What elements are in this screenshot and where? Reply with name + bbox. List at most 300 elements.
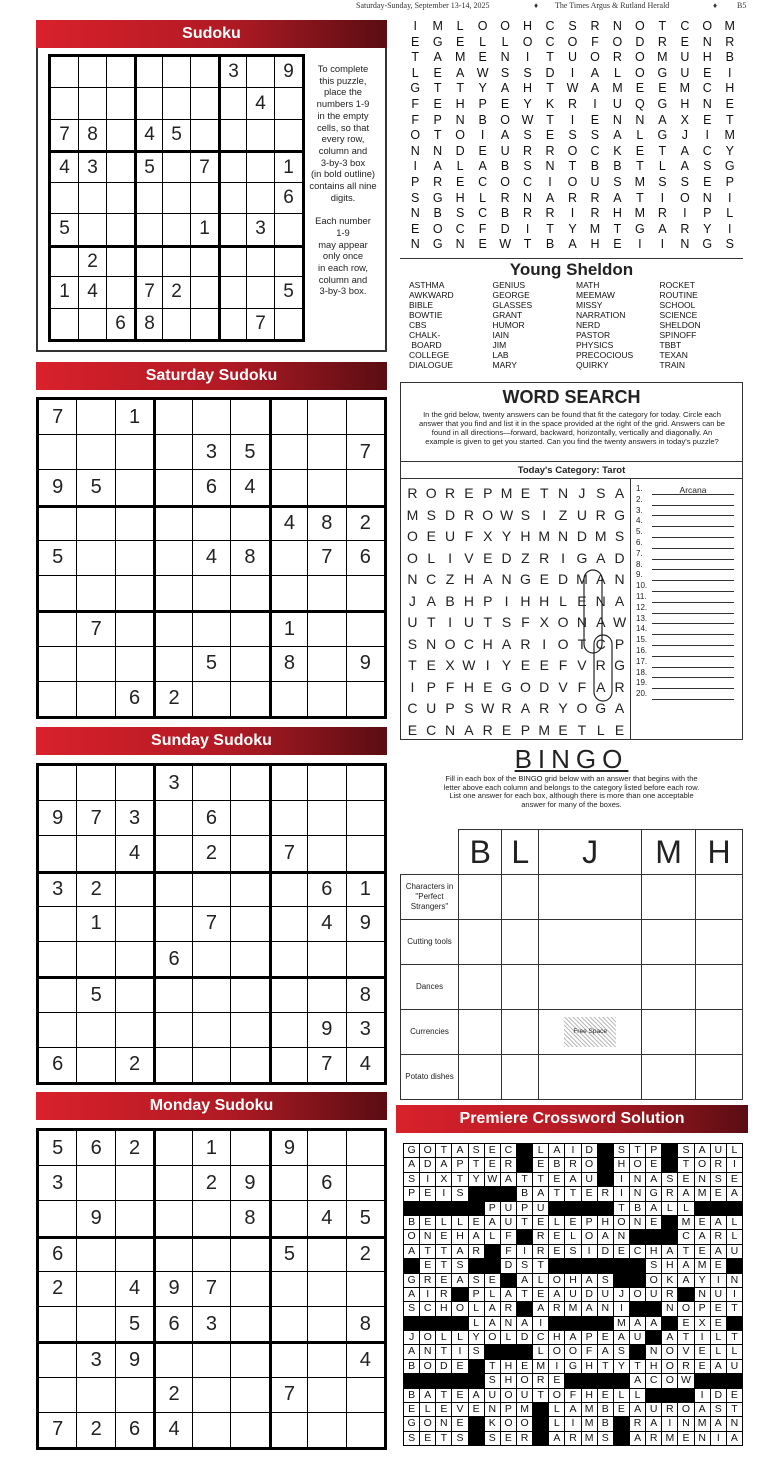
- sudoku-cell[interactable]: 8: [347, 1307, 384, 1341]
- letter-cell[interactable]: S: [523, 159, 532, 174]
- sudoku-cell[interactable]: 4: [231, 470, 268, 504]
- crossword-cell[interactable]: L: [662, 1202, 677, 1215]
- crossword-cell[interactable]: N: [727, 1274, 742, 1287]
- sudoku-cell[interactable]: [79, 214, 106, 244]
- sudoku-cell[interactable]: [154, 1131, 191, 1165]
- sudoku-cell[interactable]: [154, 1201, 191, 1235]
- answer-line[interactable]: [636, 624, 734, 635]
- letter-cell[interactable]: N: [612, 19, 622, 33]
- letter-cell[interactable]: R: [680, 221, 690, 236]
- crossword-cell[interactable]: I: [533, 1317, 548, 1330]
- crossword-cell[interactable]: I: [517, 1245, 532, 1258]
- crossword-cell[interactable]: S: [404, 1432, 419, 1445]
- letter-cell[interactable]: F: [411, 112, 420, 127]
- letter-cell[interactable]: F: [521, 614, 530, 630]
- letter-cell[interactable]: U: [407, 614, 418, 630]
- crossword-cell[interactable]: S: [598, 1432, 613, 1445]
- crossword-cell[interactable]: A: [469, 1389, 484, 1402]
- crossword-cell[interactable]: E: [469, 1216, 484, 1229]
- letter-cell[interactable]: K: [613, 143, 622, 158]
- crossword-cell[interactable]: O: [501, 1417, 516, 1430]
- crossword-cell[interactable]: E: [533, 1216, 548, 1229]
- letter-cell[interactable]: T: [546, 81, 554, 96]
- sudoku-cell[interactable]: [347, 801, 384, 835]
- sudoku-cell[interactable]: 5: [39, 541, 76, 575]
- sudoku-cell[interactable]: 1: [51, 277, 78, 307]
- letter-cell[interactable]: Y: [725, 143, 734, 158]
- sudoku-cell[interactable]: [270, 400, 307, 434]
- sudoku-cell[interactable]: 2: [39, 1272, 76, 1306]
- bingo-cell[interactable]: [502, 875, 539, 920]
- crossword-cell[interactable]: L: [727, 1230, 742, 1243]
- letter-cell[interactable]: G: [595, 700, 607, 716]
- crossword-cell[interactable]: A: [614, 1331, 629, 1344]
- letter-cell[interactable]: V: [464, 549, 474, 566]
- crossword-cell[interactable]: S: [614, 1345, 629, 1358]
- letter-cell[interactable]: L: [479, 34, 487, 49]
- sudoku-cell[interactable]: [308, 611, 345, 645]
- crossword-cell[interactable]: R: [662, 1187, 677, 1200]
- sudoku-cell[interactable]: 5: [77, 977, 114, 1011]
- letter-cell[interactable]: I: [570, 65, 575, 80]
- crossword-cell[interactable]: S: [469, 1274, 484, 1287]
- sudoku-cell[interactable]: 2: [163, 277, 190, 307]
- crossword-cell[interactable]: I: [436, 1187, 451, 1200]
- crossword-cell[interactable]: A: [662, 1331, 677, 1344]
- crossword-cell[interactable]: T: [533, 1173, 548, 1186]
- crossword-cell[interactable]: R: [646, 1432, 661, 1445]
- crossword-cell[interactable]: O: [452, 1302, 467, 1315]
- crossword-cell[interactable]: L: [452, 1331, 467, 1344]
- letter-cell[interactable]: D: [576, 528, 587, 544]
- crossword-cell[interactable]: E: [711, 1317, 726, 1330]
- crossword-cell[interactable]: L: [711, 1331, 726, 1344]
- sudoku-cell[interactable]: [163, 57, 190, 87]
- sudoku-cell[interactable]: 7: [193, 1272, 230, 1306]
- letter-cell[interactable]: I: [504, 592, 509, 609]
- crossword-cell[interactable]: A: [582, 1274, 597, 1287]
- crossword-cell[interactable]: H: [614, 1158, 629, 1171]
- sudoku-cell[interactable]: [308, 801, 345, 835]
- sudoku-cell[interactable]: [247, 57, 274, 87]
- bingo-cell[interactable]: [539, 1010, 642, 1055]
- letter-cell[interactable]: E: [577, 592, 587, 609]
- sudoku-cell[interactable]: 4: [308, 907, 345, 941]
- letter-cell[interactable]: D: [539, 678, 550, 695]
- letter-cell[interactable]: B: [445, 592, 455, 609]
- letter-cell[interactable]: P: [426, 678, 436, 695]
- crossword-cell[interactable]: N: [420, 1230, 435, 1243]
- sudoku-cell[interactable]: 7: [308, 1048, 345, 1082]
- letter-cell[interactable]: Z: [521, 549, 530, 566]
- sudoku-cell[interactable]: [270, 1201, 307, 1235]
- sudoku-cell[interactable]: [154, 611, 191, 645]
- letter-cell[interactable]: T: [568, 159, 577, 174]
- letter-cell[interactable]: G: [501, 678, 513, 695]
- crossword-cell[interactable]: S: [711, 1403, 726, 1416]
- letter-cell[interactable]: D: [501, 549, 512, 566]
- crossword-cell[interactable]: E: [598, 1331, 613, 1344]
- crossword-cell[interactable]: E: [582, 1187, 597, 1200]
- letter-cell[interactable]: A: [680, 159, 689, 174]
- sudoku-cell[interactable]: 9: [308, 1013, 345, 1047]
- sudoku-cell[interactable]: [154, 435, 191, 469]
- sudoku-cell[interactable]: [191, 309, 218, 339]
- sudoku-cell[interactable]: [308, 400, 345, 434]
- letter-cell[interactable]: A: [613, 190, 622, 205]
- crossword-cell[interactable]: Y: [469, 1173, 484, 1186]
- letter-cell[interactable]: R: [725, 34, 735, 49]
- crossword-cell[interactable]: T: [436, 1389, 451, 1402]
- letter-cell[interactable]: G: [576, 549, 588, 566]
- sudoku-cell[interactable]: 5: [77, 470, 114, 504]
- letter-cell[interactable]: G: [657, 65, 668, 80]
- crossword-cell[interactable]: M: [582, 1417, 597, 1430]
- letter-cell[interactable]: C: [426, 721, 437, 738]
- crossword-cell[interactable]: A: [565, 1173, 580, 1186]
- letter-cell[interactable]: X: [445, 657, 455, 673]
- crossword-cell[interactable]: N: [485, 1403, 500, 1416]
- crossword-cell[interactable]: I: [565, 1417, 580, 1430]
- sudoku-cell[interactable]: [193, 942, 230, 976]
- letter-cell[interactable]: W: [521, 112, 534, 127]
- letter-cell[interactable]: Y: [501, 528, 512, 544]
- letter-cell[interactable]: M: [538, 528, 551, 544]
- sudoku-cell[interactable]: [270, 1166, 307, 1200]
- crossword-cell[interactable]: S: [404, 1173, 419, 1186]
- letter-cell[interactable]: J: [408, 592, 416, 609]
- letter-cell[interactable]: B: [613, 159, 622, 174]
- sudoku-cell[interactable]: [77, 1048, 114, 1082]
- sudoku-cell[interactable]: [231, 801, 268, 835]
- letter-cell[interactable]: R: [407, 485, 418, 501]
- sudoku-cell[interactable]: 6: [116, 1413, 153, 1447]
- sudoku-cell[interactable]: [39, 682, 76, 716]
- letter-cell[interactable]: D: [455, 143, 465, 158]
- sudoku-cell[interactable]: [270, 576, 307, 610]
- letter-cell[interactable]: E: [635, 143, 645, 158]
- sudoku-cell[interactable]: 9: [231, 1166, 268, 1200]
- letter-cell[interactable]: A: [613, 128, 622, 143]
- crossword-cell[interactable]: O: [404, 1230, 419, 1243]
- bingo-cell[interactable]: [539, 875, 642, 920]
- sudoku-cell[interactable]: [135, 246, 162, 276]
- sudoku-cell[interactable]: [79, 57, 106, 87]
- letter-cell[interactable]: O: [679, 190, 690, 205]
- bingo-cell[interactable]: [642, 920, 696, 965]
- crossword-cell[interactable]: R: [533, 1245, 548, 1258]
- sudoku-cell[interactable]: [193, 1378, 230, 1412]
- sudoku-cell[interactable]: [191, 183, 218, 213]
- letter-cell[interactable]: O: [410, 128, 421, 143]
- crossword-cell[interactable]: O: [501, 1389, 516, 1402]
- letter-cell[interactable]: S: [614, 528, 625, 544]
- sudoku-cell[interactable]: 9: [154, 1272, 191, 1306]
- letter-cell[interactable]: R: [523, 206, 533, 221]
- crossword-cell[interactable]: O: [420, 1331, 435, 1344]
- crossword-cell[interactable]: I: [711, 1274, 726, 1287]
- letter-cell[interactable]: H: [725, 81, 735, 96]
- letter-cell[interactable]: O: [444, 635, 456, 652]
- letter-cell[interactable]: I: [660, 190, 665, 205]
- crossword-cell[interactable]: E: [485, 1274, 500, 1287]
- sudoku-cell[interactable]: 6: [116, 682, 153, 716]
- letter-cell[interactable]: P: [725, 174, 734, 189]
- crossword-cell[interactable]: I: [420, 1173, 435, 1186]
- sudoku-cell[interactable]: 2: [116, 1048, 153, 1082]
- letter-cell[interactable]: I: [542, 506, 547, 523]
- crossword-cell[interactable]: H: [662, 1259, 677, 1272]
- sudoku-cell[interactable]: [219, 214, 246, 244]
- letter-cell[interactable]: T: [577, 635, 587, 652]
- sudoku-cell[interactable]: 6: [308, 872, 345, 906]
- sudoku-cell[interactable]: 1: [270, 611, 307, 645]
- bingo-cell[interactable]: [539, 1055, 642, 1100]
- crossword-cell[interactable]: S: [469, 1345, 484, 1358]
- letter-cell[interactable]: M: [724, 128, 735, 143]
- crossword-cell[interactable]: S: [517, 1259, 532, 1272]
- letter-cell[interactable]: N: [680, 237, 690, 252]
- sudoku-cell[interactable]: [135, 57, 162, 87]
- answer-blank[interactable]: [652, 680, 734, 689]
- sudoku-cell[interactable]: [231, 907, 268, 941]
- crossword-cell[interactable]: L: [549, 1216, 564, 1229]
- sudoku-cell[interactable]: [39, 942, 76, 976]
- sudoku-cell[interactable]: [116, 1201, 153, 1235]
- sudoku-cell[interactable]: [107, 214, 134, 244]
- crossword-cell[interactable]: A: [662, 1245, 677, 1258]
- sudoku-cell[interactable]: [39, 1378, 76, 1412]
- crossword-cell[interactable]: B: [549, 1158, 564, 1171]
- sudoku-cell[interactable]: 4: [308, 1201, 345, 1235]
- letter-cell[interactable]: R: [433, 174, 443, 189]
- sudoku-cell[interactable]: [191, 246, 218, 276]
- crossword-cell[interactable]: A: [485, 1216, 500, 1229]
- sudoku-cell[interactable]: [193, 1237, 230, 1271]
- letter-cell[interactable]: O: [567, 143, 578, 158]
- crossword-cell[interactable]: A: [452, 1245, 467, 1258]
- letter-cell[interactable]: I: [525, 50, 530, 65]
- crossword-cell[interactable]: E: [598, 1389, 613, 1402]
- letter-cell[interactable]: O: [635, 19, 645, 33]
- sudoku-cell[interactable]: 5: [275, 277, 302, 307]
- sudoku-cell[interactable]: [193, 977, 230, 1011]
- sudoku-cell[interactable]: [107, 151, 134, 181]
- letter-cell[interactable]: D: [614, 549, 625, 566]
- letter-cell[interactable]: Y: [523, 96, 532, 111]
- sudoku-cell[interactable]: [107, 183, 134, 213]
- letter-cell[interactable]: S: [680, 174, 689, 189]
- letter-cell[interactable]: H: [455, 190, 465, 205]
- letter-cell[interactable]: A: [680, 143, 689, 158]
- crossword-cell[interactable]: H: [436, 1302, 451, 1315]
- crossword-cell[interactable]: O: [549, 1389, 564, 1402]
- letter-cell[interactable]: E: [407, 721, 418, 738]
- letter-cell[interactable]: N: [410, 206, 420, 221]
- letter-cell[interactable]: N: [612, 112, 622, 127]
- crossword-cell[interactable]: V: [678, 1345, 693, 1358]
- crossword-cell[interactable]: T: [452, 1173, 467, 1186]
- letter-cell[interactable]: M: [589, 221, 601, 236]
- sudoku-cell[interactable]: [231, 836, 268, 870]
- crossword-cell[interactable]: U: [598, 1288, 613, 1301]
- letter-cell[interactable]: O: [477, 19, 488, 33]
- letter-cell[interactable]: N: [407, 571, 418, 587]
- letter-cell[interactable]: A: [614, 485, 625, 501]
- sudoku-cell[interactable]: 9: [347, 647, 384, 681]
- sudoku-cell[interactable]: 9: [270, 1131, 307, 1165]
- sudoku-cell[interactable]: [154, 576, 191, 610]
- letter-cell[interactable]: R: [500, 190, 510, 205]
- sudoku-cell[interactable]: 4: [193, 541, 230, 575]
- sudoku-cell[interactable]: 6: [154, 942, 191, 976]
- sudoku-cell[interactable]: [231, 1237, 268, 1271]
- letter-cell[interactable]: I: [525, 221, 530, 236]
- letter-cell[interactable]: L: [427, 549, 436, 566]
- letter-cell[interactable]: B: [590, 159, 600, 174]
- crossword-cell[interactable]: L: [678, 1202, 693, 1215]
- letter-cell[interactable]: R: [590, 206, 600, 221]
- letter-cell[interactable]: I: [570, 206, 575, 221]
- sudoku-cell[interactable]: [51, 88, 78, 118]
- crossword-cell[interactable]: L: [485, 1288, 500, 1301]
- crossword-cell[interactable]: I: [549, 1360, 564, 1373]
- crossword-cell[interactable]: L: [549, 1403, 564, 1416]
- letter-cell[interactable]: O: [432, 221, 443, 236]
- letter-cell[interactable]: S: [568, 128, 577, 143]
- sudoku-cell[interactable]: [77, 682, 114, 716]
- crossword-cell[interactable]: E: [533, 1288, 548, 1301]
- sudoku-cell[interactable]: [135, 183, 162, 213]
- letter-cell[interactable]: T: [658, 143, 667, 158]
- crossword-cell[interactable]: A: [549, 1144, 564, 1157]
- crossword-cell[interactable]: A: [630, 1374, 645, 1387]
- letter-cell[interactable]: Z: [445, 571, 455, 587]
- crossword-cell[interactable]: G: [404, 1417, 419, 1430]
- crossword-cell[interactable]: L: [565, 1230, 580, 1243]
- crossword-cell[interactable]: L: [533, 1274, 548, 1287]
- sudoku-cell[interactable]: [77, 766, 114, 800]
- letter-cell[interactable]: S: [590, 128, 600, 143]
- letter-cell[interactable]: E: [500, 96, 510, 111]
- letter-cell[interactable]: P: [411, 174, 420, 189]
- sudoku-cell[interactable]: [270, 801, 307, 835]
- letter-cell[interactable]: A: [520, 700, 531, 716]
- sudoku-cell[interactable]: [39, 1307, 76, 1341]
- letter-cell[interactable]: T: [725, 112, 734, 127]
- sudoku-cell[interactable]: 2: [154, 682, 191, 716]
- crossword-cell[interactable]: B: [630, 1202, 645, 1215]
- answer-line[interactable]: [636, 570, 734, 581]
- letter-cell[interactable]: N: [426, 635, 437, 652]
- crossword-cell[interactable]: U: [501, 1216, 516, 1229]
- sudoku-cell[interactable]: [231, 872, 268, 906]
- crossword-cell[interactable]: W: [678, 1374, 693, 1387]
- answer-line[interactable]: [636, 678, 734, 689]
- sudoku-cell[interactable]: [347, 1166, 384, 1200]
- sudoku-cell[interactable]: [77, 506, 114, 540]
- letter-cell[interactable]: L: [596, 721, 605, 738]
- crossword-cell[interactable]: N: [678, 1417, 693, 1430]
- crossword-cell[interactable]: B: [404, 1389, 419, 1402]
- crossword-cell[interactable]: L: [533, 1345, 548, 1358]
- crossword-cell[interactable]: E: [711, 1187, 726, 1200]
- crossword-cell[interactable]: A: [727, 1432, 742, 1445]
- crossword-cell[interactable]: A: [549, 1288, 564, 1301]
- answer-line[interactable]: [636, 603, 734, 614]
- crossword-cell[interactable]: O: [662, 1345, 677, 1358]
- letter-cell[interactable]: Y: [478, 81, 487, 96]
- crossword-cell[interactable]: O: [549, 1345, 564, 1358]
- letter-cell[interactable]: T: [483, 614, 493, 630]
- sudoku-cell[interactable]: [219, 88, 246, 118]
- crossword-cell[interactable]: P: [582, 1216, 597, 1229]
- letter-cell[interactable]: M: [634, 206, 646, 221]
- sudoku-cell[interactable]: [39, 766, 76, 800]
- crossword-cell[interactable]: M: [582, 1432, 597, 1445]
- crossword-cell[interactable]: K: [662, 1274, 677, 1287]
- crossword-cell[interactable]: S: [565, 1245, 580, 1258]
- crossword-cell[interactable]: E: [549, 1173, 564, 1186]
- answer-blank[interactable]: [652, 551, 734, 560]
- letter-cell[interactable]: S: [520, 506, 531, 523]
- letter-cell[interactable]: A: [596, 614, 606, 630]
- crossword-cell[interactable]: N: [420, 1345, 435, 1358]
- crossword-cell[interactable]: A: [711, 1360, 726, 1373]
- crossword-cell[interactable]: T: [727, 1331, 742, 1344]
- sudoku-cell[interactable]: [308, 1237, 345, 1271]
- letter-cell[interactable]: O: [500, 19, 510, 33]
- letter-cell[interactable]: P: [483, 592, 493, 609]
- sudoku-cell[interactable]: 4: [135, 120, 162, 150]
- crossword-cell[interactable]: N: [436, 1417, 451, 1430]
- crossword-cell[interactable]: H: [452, 1230, 467, 1243]
- letter-cell[interactable]: A: [500, 81, 510, 96]
- crossword-cell[interactable]: X: [436, 1173, 451, 1186]
- letter-cell[interactable]: C: [478, 174, 488, 189]
- crossword-cell[interactable]: E: [614, 1245, 629, 1258]
- letter-cell[interactable]: E: [680, 34, 689, 49]
- sudoku-cell[interactable]: [231, 611, 268, 645]
- crossword-cell[interactable]: C: [420, 1302, 435, 1315]
- crossword-cell[interactable]: L: [452, 1216, 467, 1229]
- sudoku-cell[interactable]: 6: [193, 470, 230, 504]
- letter-cell[interactable]: F: [577, 678, 587, 695]
- crossword-cell[interactable]: Y: [695, 1274, 710, 1287]
- sudoku-cell[interactable]: [154, 977, 191, 1011]
- bingo-cell[interactable]: [459, 1010, 502, 1055]
- crossword-cell[interactable]: L: [549, 1417, 564, 1430]
- crossword-cell[interactable]: I: [727, 1158, 742, 1171]
- crossword-cell[interactable]: B: [404, 1360, 419, 1373]
- sudoku-cell[interactable]: 5: [347, 1201, 384, 1235]
- bingo-cell[interactable]: [696, 920, 743, 965]
- letter-cell[interactable]: M: [634, 174, 646, 189]
- letter-cell[interactable]: E: [614, 721, 625, 738]
- letter-cell[interactable]: G: [410, 81, 421, 96]
- sudoku-cell[interactable]: [219, 246, 246, 276]
- sudoku-cell[interactable]: [308, 682, 345, 716]
- letter-cell[interactable]: R: [539, 549, 550, 566]
- crossword-cell[interactable]: B: [598, 1417, 613, 1430]
- crossword-cell[interactable]: M: [695, 1259, 710, 1272]
- sudoku-cell[interactable]: [219, 183, 246, 213]
- letter-cell[interactable]: U: [500, 143, 510, 158]
- crossword-cell[interactable]: M: [662, 1432, 677, 1445]
- crossword-cell[interactable]: A: [404, 1288, 419, 1301]
- sudoku-cell[interactable]: [231, 1013, 268, 1047]
- letter-cell[interactable]: M: [500, 485, 513, 501]
